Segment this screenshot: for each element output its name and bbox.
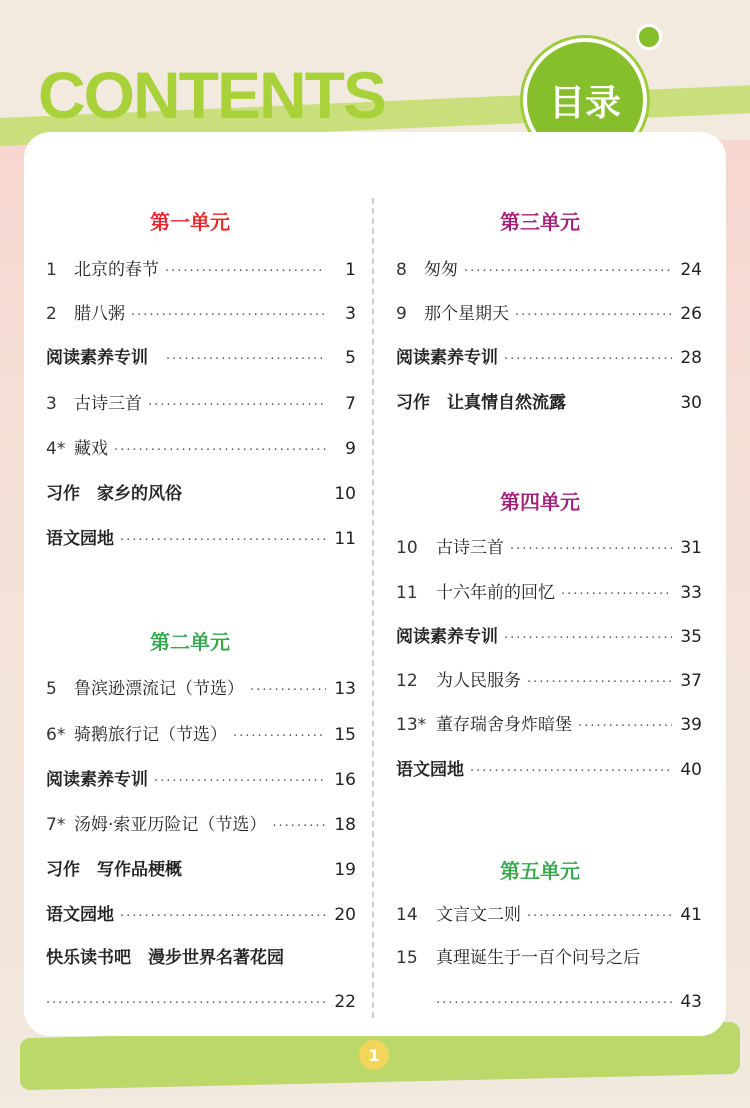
entry-page: 18 (334, 815, 356, 835)
entry-title: 骑鹅旅行记（节选） (74, 725, 227, 745)
entry-title: 快乐读书吧 漫步世界名著花园 (46, 948, 284, 968)
entry-page: 13 (334, 679, 356, 699)
leader-dots (470, 760, 672, 784)
entry-number: 6* (46, 725, 66, 745)
leader-dots (250, 679, 326, 703)
leader-dots (510, 538, 672, 562)
entry-page: 10 (334, 484, 356, 504)
entry-page: 35 (680, 627, 702, 647)
toc-entry[interactable] (396, 946, 702, 1016)
leader-dots (504, 348, 672, 372)
leader-dots (120, 905, 326, 929)
entry-page: 30 (680, 393, 702, 413)
column-divider (372, 198, 374, 1018)
entry-number: 1 (46, 260, 57, 280)
entry-page: 15 (334, 725, 356, 745)
toc-entry[interactable] (396, 346, 702, 372)
leader-dots (464, 260, 672, 284)
entry-title: 鲁滨逊漂流记（节选） (74, 679, 244, 699)
entry-title: 为人民服务 (436, 671, 521, 691)
leader-dots (504, 627, 672, 651)
entry-page: 37 (680, 671, 702, 691)
entry-title: 语文园地 (396, 760, 464, 780)
toc-entry[interactable] (46, 346, 356, 372)
entry-number: 10 (396, 538, 418, 558)
toc-entry[interactable] (46, 768, 356, 794)
toc-entry[interactable] (396, 536, 702, 562)
toc-entry[interactable] (46, 527, 356, 553)
entry-title: 匆匆 (424, 260, 458, 280)
entry-title: 语文园地 (46, 905, 114, 925)
leader-dots (515, 304, 672, 328)
entry-number: 7* (46, 815, 66, 835)
entry-page: 26 (680, 304, 702, 324)
leader-dots (527, 905, 672, 929)
leader-dots (436, 992, 672, 1016)
entry-title: 汤姆·索亚历险记（节选） (74, 815, 267, 835)
leader-dots (131, 304, 326, 328)
leader-dots (154, 770, 326, 794)
entry-title: 北京的春节 (74, 260, 159, 280)
entry-page: 3 (345, 304, 356, 324)
entry-title: 藏戏 (74, 439, 108, 459)
entry-title: 阅读素养专训 (396, 348, 498, 368)
toc-entry[interactable] (396, 625, 702, 651)
unit-title-1: 第一单元 (150, 210, 230, 234)
toc-entry[interactable] (396, 302, 702, 328)
toc-entry[interactable] (46, 903, 356, 929)
entry-title: 习作 写作品梗概 (46, 860, 182, 880)
unit-title-3: 第三单元 (500, 210, 580, 234)
toc-entry[interactable] (46, 813, 356, 839)
entry-page: 9 (345, 439, 356, 459)
toc-entry[interactable] (46, 723, 356, 749)
unit-title-2: 第二单元 (150, 630, 230, 654)
leader-dots (233, 725, 326, 749)
entry-title: 阅读素养专训 (396, 627, 498, 647)
leader-dots (46, 992, 326, 1016)
entry-title: 阅读素养专训 (46, 770, 148, 790)
leader-dots (166, 348, 326, 372)
entry-number: 3 (46, 394, 57, 414)
leader-dots (561, 583, 672, 607)
toc-entry[interactable] (46, 437, 356, 463)
entry-page: 33 (680, 583, 702, 603)
entry-page: 41 (680, 905, 702, 925)
entry-page: 22 (334, 992, 356, 1012)
entry-number: 14 (396, 905, 418, 925)
entry-title: 语文园地 (46, 529, 114, 549)
badge-dot (636, 24, 662, 50)
leader-dots (148, 394, 326, 418)
leader-dots (114, 439, 326, 463)
entry-page: 7 (345, 394, 356, 414)
toc-entry[interactable] (396, 903, 702, 929)
toc-entry[interactable] (46, 482, 356, 506)
toc-entry[interactable] (396, 258, 702, 284)
entry-page: 5 (345, 348, 356, 368)
entry-title: 真理诞生于一百个问号之后 (436, 948, 640, 968)
contents-heading: CONTENTS (38, 58, 385, 132)
toc-entry[interactable] (46, 302, 356, 328)
entry-page: 1 (345, 260, 356, 280)
entry-title: 那个星期天 (424, 304, 509, 324)
entry-title: 阅读素养专训 (46, 348, 148, 368)
entry-page: 16 (334, 770, 356, 790)
entry-page: 40 (680, 760, 702, 780)
entry-page: 28 (680, 348, 702, 368)
entry-number: 15 (396, 948, 418, 968)
toc-entry[interactable] (46, 946, 356, 1016)
entry-page: 11 (334, 529, 356, 549)
unit-title-4: 第四单元 (500, 490, 580, 514)
toc-entry[interactable] (46, 258, 356, 284)
entry-title: 腊八粥 (74, 304, 125, 324)
entry-page: 39 (680, 715, 702, 735)
entry-page: 31 (680, 538, 702, 558)
entry-page: 43 (680, 992, 702, 1012)
leader-dots (165, 260, 326, 284)
toc-entry[interactable] (396, 581, 702, 607)
catalog-badge: 目录 (523, 38, 647, 162)
toc-entry[interactable] (396, 713, 702, 739)
toc-entry[interactable] (46, 392, 356, 418)
unit-title-5: 第五单元 (500, 859, 580, 883)
entry-page: 19 (334, 860, 356, 880)
entry-title: 十六年前的回忆 (436, 583, 555, 603)
entry-title: 董存瑞舍身炸暗堡 (436, 715, 572, 735)
leader-dots (578, 715, 672, 739)
toc-entry[interactable] (396, 669, 702, 695)
entry-number: 4* (46, 439, 66, 459)
page-number: 1 (359, 1040, 389, 1070)
entry-number: 8 (396, 260, 407, 280)
entry-title: 古诗三首 (74, 394, 142, 414)
entry-title: 习作 让真情自然流露 (396, 393, 566, 413)
entry-number: 11 (396, 583, 418, 603)
toc-entry[interactable] (396, 758, 702, 784)
leader-dots (272, 815, 326, 839)
entry-number: 9 (396, 304, 407, 324)
leader-dots (120, 529, 326, 553)
entry-title: 习作 家乡的风俗 (46, 484, 182, 504)
entry-page: 24 (680, 260, 702, 280)
entry-title: 文言文二则 (436, 905, 521, 925)
entry-number: 13* (396, 715, 427, 735)
entry-title: 古诗三首 (436, 538, 504, 558)
entry-page: 20 (334, 905, 356, 925)
toc-entry[interactable] (396, 391, 702, 415)
entry-number: 5 (46, 679, 57, 699)
toc-entry[interactable] (46, 858, 356, 882)
leader-dots (527, 671, 672, 695)
toc-entry[interactable] (46, 677, 356, 703)
entry-number: 2 (46, 304, 57, 324)
entry-number: 12 (396, 671, 418, 691)
